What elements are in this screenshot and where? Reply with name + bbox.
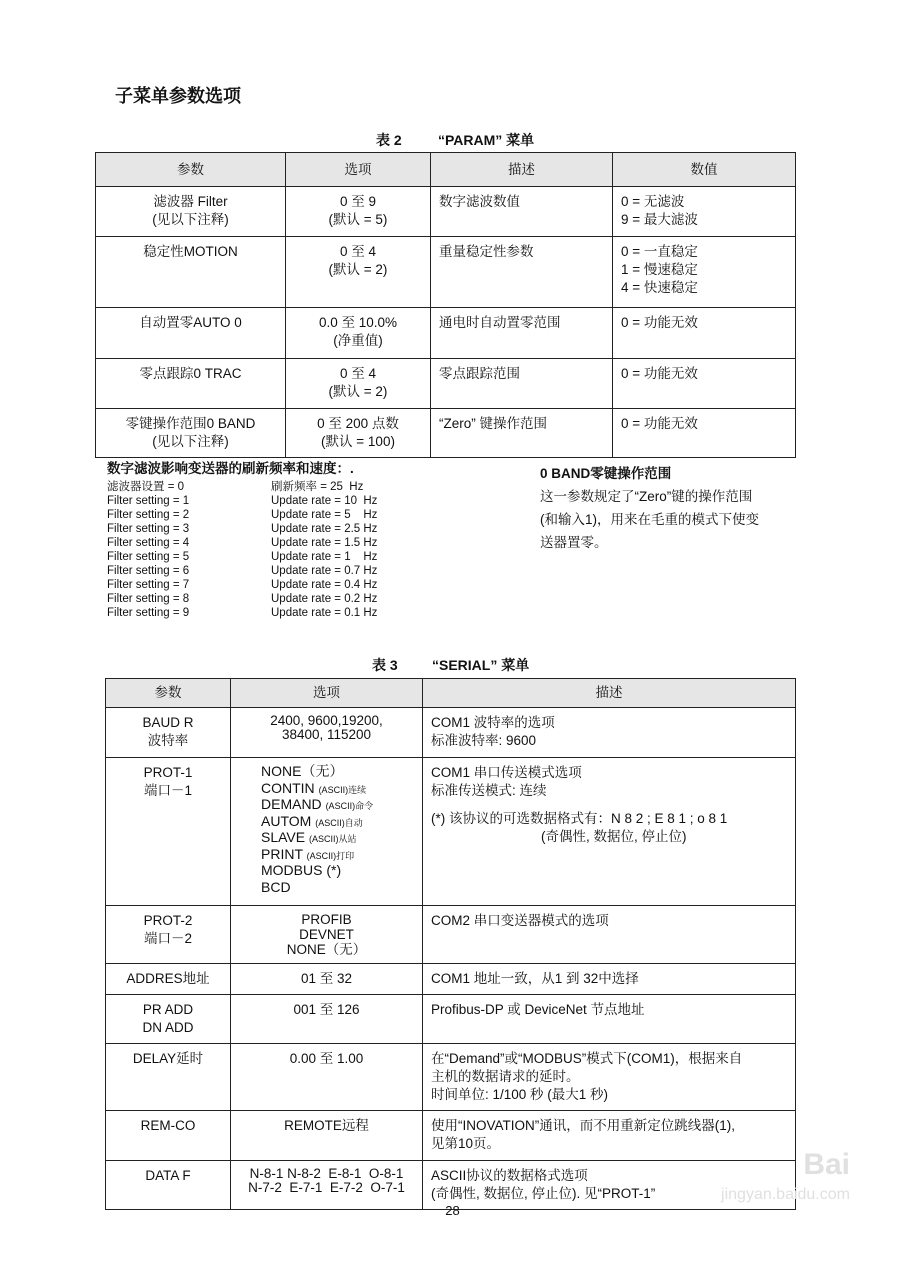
filter-setting: Filter setting = 6: [107, 565, 190, 577]
option-cell: [231, 964, 423, 995]
table-row-remco: [106, 1111, 796, 1161]
param-cell-line: DN ADD: [142, 1020, 194, 1035]
param-cell-line: 端口－2: [143, 931, 192, 946]
desc-cell-line: ASCII协议的数据格式选项: [431, 1168, 588, 1183]
update-rate: Update rate = 1.5 Hz: [271, 537, 378, 549]
header-cell: 选项: [286, 153, 431, 187]
option-cell-line: 0 至 200 点数: [317, 416, 399, 431]
filter-notes: [107, 462, 431, 620]
header-cell: 参数: [106, 679, 231, 708]
update-rate: Update rate = 0.2 Hz: [271, 593, 378, 605]
option-cell: [231, 906, 423, 964]
header-cell: 参数: [96, 153, 286, 187]
protocol-name: AUTOM: [261, 812, 316, 829]
protocol-name: MODBUS (*): [261, 862, 342, 878]
section-title: 子菜单参数选项: [115, 86, 241, 106]
param-cell: [106, 758, 231, 906]
param-cell: [106, 1044, 231, 1111]
table2-caption-name: “PARAM” 菜单: [438, 132, 535, 148]
param-cell: [106, 1111, 231, 1161]
option-cell: [231, 1044, 423, 1111]
filter-setting: Filter setting = 9: [107, 607, 190, 619]
desc-cell-line: COM1 地址一致，从1 到 32中选择: [431, 971, 639, 986]
param-cell-line: PROT-1: [143, 765, 193, 780]
desc-cell-line: 通电时自动置零范围: [439, 315, 561, 330]
param-cell: [96, 187, 286, 237]
param-cell-line: (见以下注释): [152, 212, 229, 227]
band-note-line: 这一参数规定了“Zero”键的操作范围: [540, 489, 753, 504]
page-number: 28: [445, 1203, 460, 1218]
protocol-note: (ASCII)从站: [309, 834, 357, 844]
protocol-note: (ASCII)命令: [325, 801, 374, 811]
band-note-line: (和输入1)，用来在毛重的模式下使变: [540, 512, 759, 527]
desc-cell-line: COM1 波特率的选项: [431, 715, 555, 730]
table-row: [96, 409, 796, 458]
desc-cell: [431, 237, 613, 308]
update-rate: 刷新频率 = 25 Hz: [271, 481, 364, 493]
desc-cell-line: 在“Demand”或“MODBUS”模式下(COM1)，根据来自: [431, 1051, 743, 1066]
option-cell-line: 0 至 4: [339, 244, 377, 259]
desc-cell-line: 数字滤波数值: [439, 194, 520, 209]
option-cell: [286, 237, 431, 308]
option-cell: [286, 308, 431, 359]
header-cell: 描述: [431, 153, 613, 187]
option-cell: [231, 1111, 423, 1161]
param-cell: [96, 308, 286, 359]
desc-cell-line: “Zero” 键操作范围: [439, 416, 547, 431]
protocol-note: (ASCII)连续: [318, 784, 367, 795]
param-cell: [96, 237, 286, 308]
desc-cell: [431, 409, 613, 458]
band-note: [540, 462, 795, 554]
table-row: [96, 187, 796, 237]
table-row-addres: [106, 964, 796, 995]
value-cell-line: 1 = 慢速稳定: [621, 262, 698, 277]
watermark-logo: Bai jingyan.baidu.com: [721, 1148, 850, 1203]
option-cell: [286, 187, 431, 237]
protocol-option: [261, 781, 416, 798]
header-cell: 描述: [423, 679, 796, 708]
param-cell-line: PROT-2: [143, 913, 193, 928]
table-row: [96, 308, 796, 359]
update-rate: Update rate = 0.7 Hz: [271, 565, 378, 577]
param-cell-line: BAUD R: [142, 715, 194, 730]
option-cell: [231, 995, 423, 1044]
option-cell-line: 0.00 至 1.00: [289, 1051, 364, 1066]
value-cell-line: 0 = 一直稳定: [621, 244, 698, 259]
table-header-row: [106, 679, 796, 708]
option-cell-line: (净重值): [333, 333, 383, 348]
option-cell-line: (默认 = 2): [328, 384, 388, 399]
param-cell-line: 零键操作范围0 BAND: [125, 416, 256, 431]
filter-rate-list: [107, 480, 431, 620]
table-row-prot2: [106, 906, 796, 964]
protocol-option: [261, 880, 416, 897]
protocol-name: PRINT: [261, 845, 307, 862]
value-cell-line: 0 = 功能无效: [621, 416, 698, 431]
desc-cell-line: 标准传送模式: 连续: [431, 783, 547, 798]
desc-cell: [431, 359, 613, 409]
param-cell: [96, 359, 286, 409]
param-cell-line: 波特率: [147, 733, 189, 748]
option-cell-line: DEVNET: [299, 927, 354, 942]
protocol-name: DEMAND: [261, 796, 326, 812]
update-rate: Update rate = 10 Hz: [271, 495, 378, 507]
table-header-row: [96, 153, 796, 187]
param-cell: [106, 906, 231, 964]
protocol-option: [261, 847, 416, 864]
desc-cell: [423, 758, 796, 906]
table-row-delay: [106, 1044, 796, 1111]
filter-setting: Filter setting = 4: [107, 537, 190, 549]
filter-setting: Filter setting = 3: [107, 523, 190, 535]
desc-cell-line: 时间单位: 1/100 秒 (最大1 秒): [431, 1087, 609, 1102]
desc-cell: [423, 995, 796, 1044]
header-cell: 数值: [613, 153, 796, 187]
option-cell-line: 0 至 9: [339, 194, 377, 209]
option-cell: [231, 708, 423, 758]
param-cell-line: 滤波器 Filter: [153, 194, 228, 209]
option-cell-line: 38400, 115200: [281, 727, 372, 742]
table-row-prot1: [106, 758, 796, 906]
protocol-name: BCD: [261, 878, 291, 895]
desc-cell-line: COM1 串口传送模式选项: [431, 765, 582, 780]
update-rate: Update rate = 5 Hz: [271, 509, 378, 521]
desc-cell-line: 零点跟踪范围: [439, 366, 520, 381]
filter-notes-heading: 数字滤波影响变送器的刷新频率和速度：.: [107, 461, 354, 476]
protocol-option: [261, 797, 416, 814]
band-note-heading: 0 BAND零键操作范围: [540, 466, 672, 481]
protocol-option: [261, 830, 416, 847]
value-cell-line: 0 = 功能无效: [621, 366, 698, 381]
filter-setting: Filter setting = 7: [107, 579, 190, 591]
serial-table: [105, 678, 796, 1210]
option-cell-line: N-7-2 E-7-1 E-7-2 O-7-1: [248, 1180, 405, 1195]
filter-setting: Filter setting = 5: [107, 551, 190, 563]
param-cell: [106, 995, 231, 1044]
desc-cell-line: COM2 串口变送器模式的选项: [431, 913, 609, 928]
value-cell-line: 4 = 快速稳定: [621, 280, 698, 295]
option-cell-line: (默认 = 2): [328, 262, 388, 277]
format-note: (*) 该协议的可选数据格式有：N 8 2 ; E 8 1 ; o 8 1: [431, 811, 728, 826]
value-cell-line: 9 = 最大滤波: [621, 212, 698, 227]
header-cell: 选项: [231, 679, 423, 708]
table3-caption-name: “SERIAL” 菜单: [432, 657, 530, 673]
param-cell-line: REM-CO: [140, 1118, 196, 1133]
desc-cell-line: 见第10页。: [431, 1136, 501, 1151]
param-cell-line: 零点跟踪0 TRAC: [139, 366, 242, 381]
param-cell-line: ADDRES地址: [126, 971, 210, 986]
option-cell-line: PROFIB: [301, 912, 352, 927]
table-row: [96, 359, 796, 409]
param-table: [95, 152, 796, 458]
param-cell-line: PR ADD: [142, 1002, 194, 1017]
desc-cell-line: 使用“INOVATION”通讯，而不用重新定位跳线器(1),: [431, 1118, 735, 1133]
desc-cell: [423, 708, 796, 758]
protocol-option: [261, 764, 416, 781]
value-cell: [613, 187, 796, 237]
option-cell-line: 2400, 9600,19200,: [270, 713, 383, 728]
value-cell-line: 0 = 无滤波: [621, 194, 685, 209]
filter-setting: Filter setting = 2: [107, 509, 190, 521]
table-row: [96, 237, 796, 308]
desc-cell: [431, 308, 613, 359]
param-cell-line: 稳定性MOTION: [143, 244, 238, 259]
desc-cell-line: (奇偶性, 数据位, 停止位). 见“PROT-1”: [431, 1186, 656, 1201]
filter-setting: 滤波器设置 = 0: [107, 481, 185, 493]
table-row-baud: [106, 708, 796, 758]
param-cell-line: DATA F: [145, 1168, 191, 1183]
option-cell-line: (默认 = 100): [321, 434, 395, 449]
protocol-option: [261, 863, 416, 880]
format-note-legend: (奇偶性, 数据位, 停止位): [541, 829, 687, 844]
option-cell-line: NONE（无）: [286, 942, 367, 957]
option-cell: [286, 409, 431, 458]
param-cell: [106, 708, 231, 758]
desc-cell: [423, 964, 796, 995]
param-cell-line: (见以下注释): [152, 434, 229, 449]
value-cell: [613, 359, 796, 409]
table2-caption-number: 表 2: [376, 132, 402, 148]
table3-caption-number: 表 3: [372, 657, 398, 673]
band-note-line: 送器置零。: [540, 535, 608, 550]
desc-cell-line: Profibus-DP 或 DeviceNet 节点地址: [431, 1002, 645, 1017]
update-rate: Update rate = 0.4 Hz: [271, 579, 378, 591]
option-cell-line: N-8-1 N-8-2 E-8-1 O-8-1: [249, 1166, 404, 1181]
filter-setting: Filter setting = 1: [107, 495, 190, 507]
desc-cell-line: 标准波特率: 9600: [431, 733, 537, 748]
desc-cell: [423, 906, 796, 964]
option-cell-line: (默认 = 5): [328, 212, 388, 227]
option-cell-line: REMOTE远程: [284, 1118, 369, 1133]
protocol-option: [261, 814, 416, 831]
param-cell-line: DELAY延时: [132, 1051, 204, 1066]
param-cell: [106, 964, 231, 995]
option-cell-line: 01 至 32: [300, 971, 353, 986]
value-cell: [613, 237, 796, 308]
protocol-name: NONE（无）: [261, 763, 344, 779]
desc-cell: [423, 1044, 796, 1111]
option-cell-line: 0 至 4: [339, 366, 377, 381]
table-row-pradd: [106, 995, 796, 1044]
value-cell: [613, 308, 796, 359]
option-cell: [231, 758, 423, 906]
option-cell-line: 001 至 126: [293, 1002, 360, 1017]
update-rate: Update rate = 2.5 Hz: [271, 523, 378, 535]
value-cell-line: 0 = 功能无效: [621, 315, 698, 330]
filter-setting: Filter setting = 8: [107, 593, 190, 605]
protocol-name: SLAVE: [261, 829, 309, 845]
protocol-name: CONTIN: [261, 779, 319, 796]
param-cell: [96, 409, 286, 458]
update-rate: Update rate = 1 Hz: [271, 551, 378, 563]
option-cell: [286, 359, 431, 409]
desc-cell: [431, 187, 613, 237]
param-cell-line: 自动置零AUTO 0: [139, 315, 242, 330]
protocol-note: (ASCII)自动: [315, 817, 363, 828]
option-cell-line: 0.0 至 10.0%: [318, 315, 398, 330]
protocol-note: (ASCII)打印: [306, 850, 355, 861]
desc-cell-line: 主机的数据请求的延时。: [431, 1069, 580, 1084]
param-cell-line: 端口－1: [143, 783, 192, 798]
value-cell: [613, 409, 796, 458]
desc-cell-line: 重量稳定性参数: [439, 244, 534, 259]
update-rate: Update rate = 0.1 Hz: [271, 607, 378, 619]
